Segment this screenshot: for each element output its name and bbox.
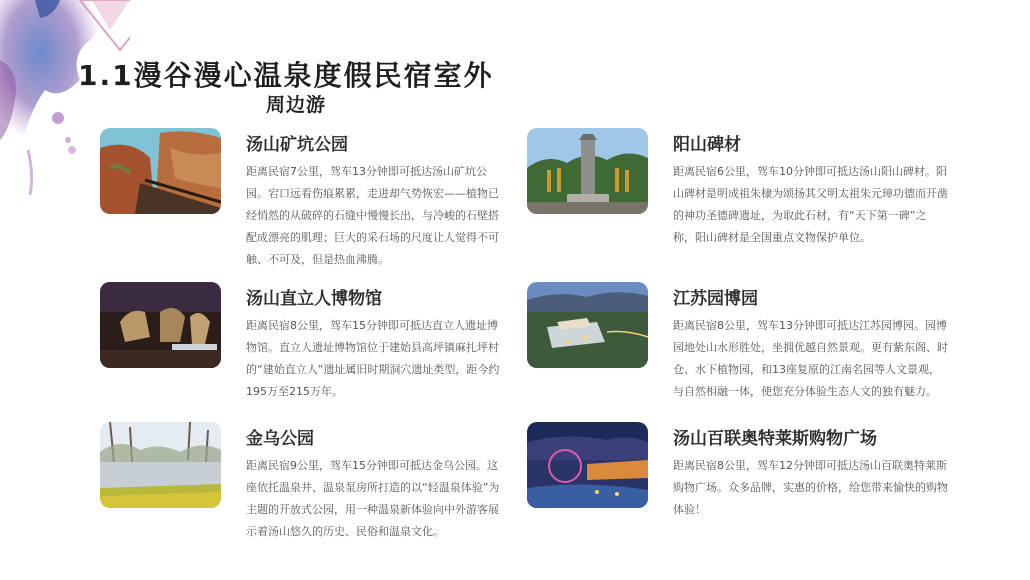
attraction-description: 距离民宿6公里，驾车10分钟即可抵达汤山阳山碑材。阳山碑材是明成祖朱棣为颂扬其父明太祖朱元璋功德而开凿的神功圣德碑遗址，为取此石材，有“天下第一碑”之称，阳山碑材是全国重点文物保护单位。 (673, 165, 948, 244)
attraction-description: 距离民宿8公里，驾车13分钟即可抵达江苏园博园。园博园地处山水形胜处，坐拥优越自然景观。更有紫东阁、时仓、水下植物园，和13座复原的江南名园等人文景观，与自然相融一体，使您充分体验生态人文的独有魅力。 (673, 319, 948, 398)
hot-spring-park-photo (100, 422, 221, 508)
quarry-park-photo (100, 128, 221, 214)
attraction-title: 金乌公园 (246, 429, 314, 449)
attraction-card-yangshan-stele (527, 128, 967, 268)
garden-expo-photo (527, 282, 648, 368)
attraction-title: 汤山矿坑公园 (246, 135, 348, 155)
attraction-card-garden-expo (527, 282, 967, 412)
page-subtitle: 周边游 (266, 94, 327, 116)
attraction-description: 距离民宿8公里，驾车15分钟即可抵达直立人遗址博物馆。直立人遗址博物馆位于建始县高坪镇麻扎坪村的“建始直立人”遗址属旧时期洞穴遗址类型，距今约195万至215万年。 (246, 319, 500, 398)
museum-photo (100, 282, 221, 368)
page-title: 1.1漫谷漫心温泉度假民宿室外 (78, 59, 494, 92)
attraction-title: 江苏园博园 (673, 289, 758, 309)
attraction-description: 距离民宿8公里，驾车12分钟即可抵达汤山百联奥特莱斯购物广场。众多品牌，实惠的价格，给您带来愉快的购物体验！ (673, 459, 948, 516)
attraction-card-quarry-park (100, 128, 520, 268)
outlet-mall-photo (527, 422, 648, 508)
attraction-title: 汤山直立人博物馆 (246, 289, 382, 309)
attraction-card-outlet-mall (527, 422, 967, 532)
attraction-description: 距离民宿9公里，驾车15分钟即可抵达金乌公园。这座依托温泉井、温泉泵房所打造的以“轻温泉体验”为主题的开放式公园，用一种温泉新体验向中外游客展示着汤山悠久的历史、民俗和温泉文化。 (246, 459, 500, 538)
attraction-card-golden-crow-park (100, 422, 520, 562)
attraction-card-museum (100, 282, 520, 412)
attraction-title: 阳山碑材 (673, 135, 741, 155)
stele-photo (527, 128, 648, 214)
attraction-title: 汤山百联奥特莱斯购物广场 (673, 429, 877, 449)
attraction-description: 距离民宿7公里，驾车13分钟即可抵达汤山矿坑公园。宕口远看伤痕累累，走进却气势恢宏——植物已经悄然的从破碎的石缝中慢慢长出，与冷峻的石壁搭配成漂亮的肌理；巨大的采石场的尺度让人觉得不可触、不可及，但是热血沸腾。 (246, 165, 499, 266)
